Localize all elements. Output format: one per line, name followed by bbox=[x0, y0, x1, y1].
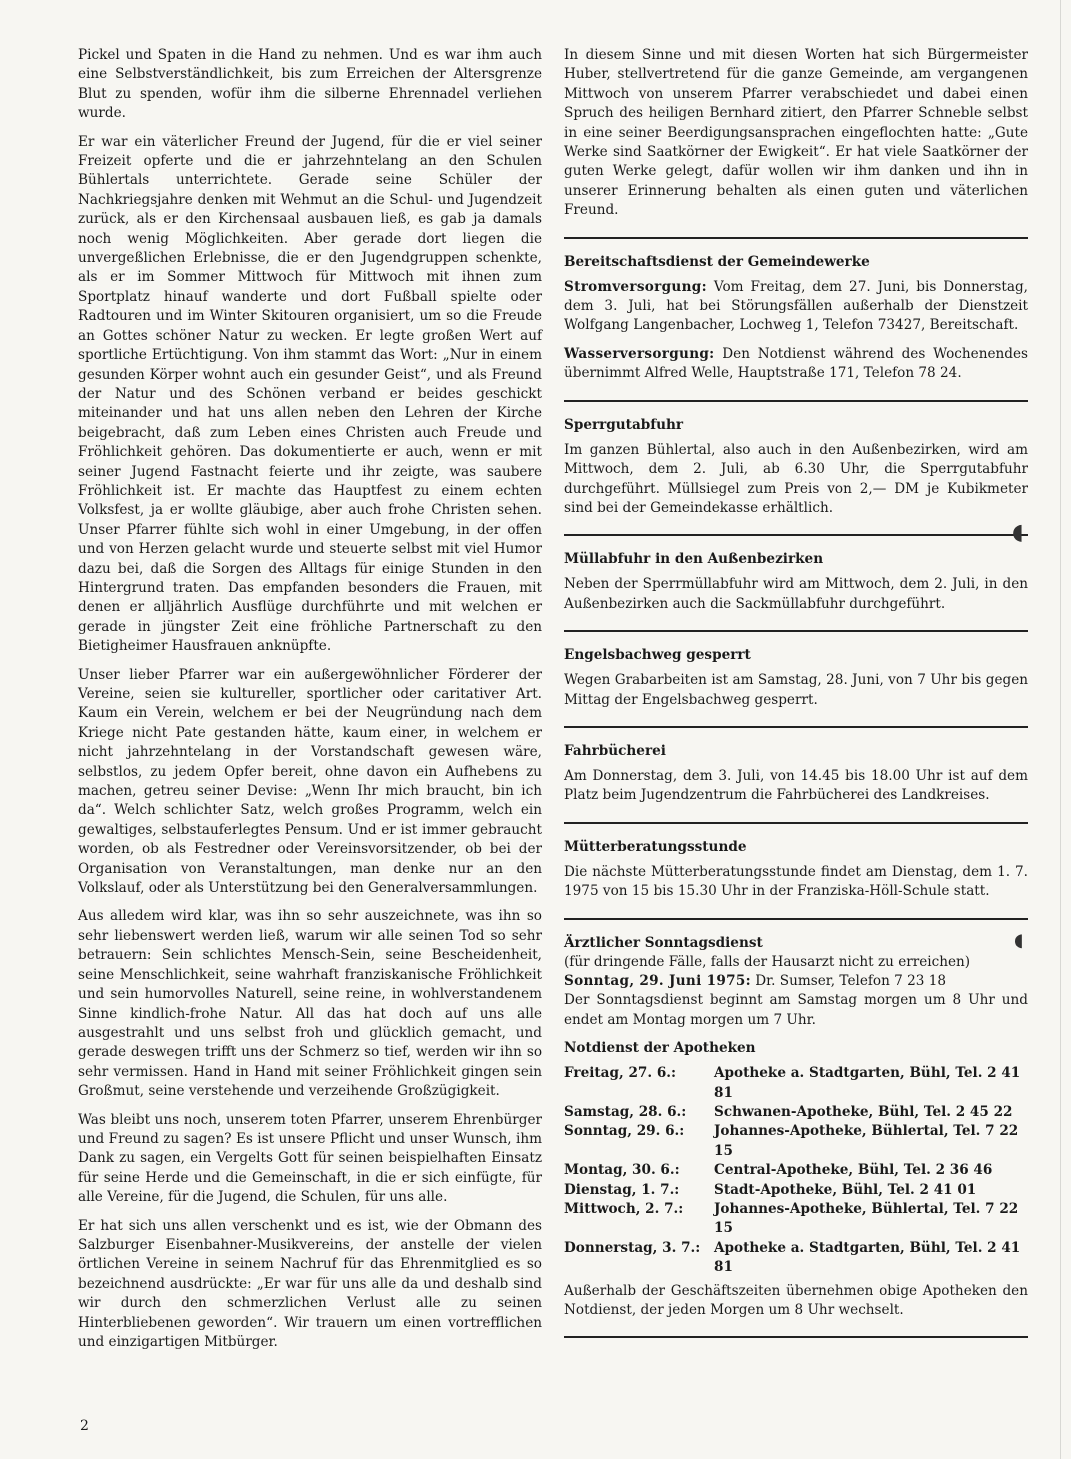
scan-edge-line bbox=[1060, 0, 1061, 1459]
notice-sunday bbox=[564, 972, 1028, 991]
section-divider bbox=[564, 534, 1028, 536]
notice-title: Mütterberatungsstunde bbox=[564, 838, 747, 855]
pharmacy-day: Donnerstag, 3. 7.: bbox=[564, 1239, 701, 1256]
notice-aerztlicher-dienst bbox=[564, 934, 1028, 1321]
section-divider bbox=[564, 918, 1028, 920]
notice-title: Engelsbachweg gesperrt bbox=[564, 647, 751, 664]
notice-title: Sperrgutabfuhr bbox=[564, 416, 684, 433]
pharmacy-name: Apotheke a. Stadtgarten, Bühl, Tel. 2 41 81 bbox=[714, 1239, 1021, 1276]
right-column bbox=[564, 46, 1028, 1352]
pharmacy-name: Central-Apotheke, Bühl, Tel. 2 36 46 bbox=[714, 1162, 993, 1179]
notice-muellabfuhr bbox=[564, 550, 1028, 614]
section-divider bbox=[564, 630, 1028, 632]
notice-muetterberatung bbox=[564, 838, 1028, 902]
article-paragraph-5: Was bleibt uns noch, unserem toten Pfarrer, unserem Ehrenbürger und Freund zu sagen? Es ist unsere Pflicht und unser Wunsch, ihm Dank zu sagen, ein Vergelts Gott für seinen beispielhaften Einsatz für seine Herde und die Gemeinschaft, in die er sich einfügte, für alle Vereine, für die Jugend, die Schulen, für uns alle. bbox=[78, 1111, 542, 1206]
pharmacy-title: Notdienst der Apotheken bbox=[564, 1040, 756, 1057]
pharmacy-name: Schwanen-Apotheke, Bühl, Tel. 2 45 22 bbox=[714, 1104, 1013, 1120]
article-conclusion: In diesem Sinne und mit diesen Worten hat sich Bürgermeister Huber, stellvertretend für die ganze Gemeinde, am vergangenen Mittwoch von unserem Pfarrer verabschiedet und dabei einen Spruch des heiligen Bernhard zitiert, den Pfarrer Schneble selbst in eine seiner Beerdigungsansprachen eingeflochten hatte: „Gute Werke sind Saatkörner der Ewigkeit“. Er hat viele Saatkörner der guten Werke gelegt, dafür wollen wir ihm danken und ihn in unserer Erinnerung behalten als einen guten und väterlichen Freund. bbox=[564, 47, 1028, 219]
section-divider bbox=[564, 1336, 1028, 1338]
left-column bbox=[78, 46, 542, 1361]
notice-text: Neben der Sperrmüllabfuhr wird am Mittwoch, dem 2. Juli, in den Außenbezirken auch die Sackmüllabfuhr durchgeführt. bbox=[564, 576, 1028, 612]
pharmacy-table bbox=[564, 1064, 1028, 1277]
article-paragraph-3: Unser lieber Pfarrer war ein außergewöhnlicher Förderer der Vereine, seien sie kultureller, sportlicher oder caritativer Art. Kaum ein Verein, welchem er bei der Neugründung nach dem Kriege nicht Pate gestanden hätte, kaum einer, in welchem er nicht jahrzehntelang in der Vorstandschaft gewesen wäre, selbstlos, zu jedem Opfer bereit, ohne davon ein Aufhebens zu machen, getreu seiner Devise: „Wenn Ihr mich braucht, bin ich da“. Welch schlichter Satz, welch großes Programm, welch ein gewaltiges, selbstauferlegtes Pensum. Und er ist immer gebraucht worden, ob als Festredner oder Vereinsvorsitzender, ob bei der Organisation von Veranstaltungen, man denke nur an den Volkslauf, oder als Unterstützung bei den Generalversammlungen. bbox=[78, 666, 542, 897]
article-paragraph-6: Er hat sich uns allen verschenkt und es ist, wie der Obmann des Salzburger Eisenbahner-Musikvereins, der anstelle der vielen örtlichen Vereine in seinem Nachruf für das Ehrenmitglied es so bezeichnend ausdrückte: „Er war für uns alle da und deshalb sind wir durch den schmerzlichen Verlust alle zu seinen Hinterbliebenen geworden“. Wir trauern um einen vortrefflichen und einzigartigen Mitbürger. bbox=[78, 1217, 542, 1350]
pharmacy-row bbox=[564, 1181, 1028, 1200]
notice-strom-lead: Stromversorgung: bbox=[564, 278, 707, 295]
section-divider bbox=[564, 237, 1028, 239]
pharmacy-name: Johannes-Apotheke, Bühlertal, Tel. 7 22 15 bbox=[714, 1123, 1019, 1159]
notice-wasser bbox=[564, 345, 1028, 384]
notice-strom-text: Vom Freitag, dem 27. Juni, bis Donnerstag, dem 3. Juli, hat bei Störungsfällen außerhalb der Dienstzeit Wolfgang Langenbacher, Lochweg 1, Telefon 73427, Bereitschaft. bbox=[564, 278, 1028, 334]
notice-title: Bereitschaftsdienst der Gemeindewerke bbox=[564, 253, 870, 270]
pharmacy-day: Mittwoch, 2. 7.: bbox=[564, 1201, 684, 1218]
article-paragraph-2: Er war ein väterlicher Freund der Jugend, für die er viel seiner Freizeit opferte und die er jahrzehntelang an den Schulen Bühlertals unterrichtete. Gerade seine Schüler der Nachkriegsjahre denken mit Wehmut an die Schul- und Jugendzeit zurück, als er den Kirchensaal ausbauen ließ, es gab ja damals noch wenig Möglichkeiten. Aber gerade dort liegen die unvergeßlichen Erlebnisse, die er den Jugendgruppen schenkte, als er im Sommer Mittwoch für Mittwoch mit ihnen zum Sportplatz hinauf wanderte und dort Fußball spielte oder Radtouren und im Winter Skitouren organisiert, um so die Freude an Gottes schöner Natur zu wecken. Er legte großen Wert auf sportliche Ertüchtigung. Von ihm stammt das Wort: „Nur in einem gesunden Körper wohnt auch ein gesunder Geist“, und als Freund der Natur und des Schönen verband er beides geschickt miteinander und hat uns allen neben den Lehren der Kirche beigebracht, daß zum Leben eines Christen auch Freude und Fröhlichkeit gehören. Das dokumentierte er auch, wenn er mit seiner Jugend Fastnacht feierte und ihr zeigte, was saubere Fröhlichkeit ist. Er machte das Hauptfest zu einem echten Volksfest, ja er wollte gläubige, aber auch frohe Christen sehen. Unser Pfarrer fühlte sich wohl in einer Umgebung, in der offen und von Herzen gelacht wurde und steuerte selbst mit viel Humor dazu bei, daß die Sorgen des Alltags für einige Stunden in den Hintergrund traten. Das empfanden besonders die Frauen, mit denen er alljährlich Ausflüge durchführte und mit welchen er gerade in jüngster Zeit eine fröhliche Partnerschaft zu den Bietigheimer Hausfrauen anknüpfte. bbox=[78, 133, 542, 655]
section-divider bbox=[564, 400, 1028, 402]
ink-smudge-icon: ◖ bbox=[1014, 930, 1024, 951]
notice-text: Im ganzen Bühlertal, also auch in den Außenbezirken, wird am Mittwoch, dem 2. Juli, ab 6.30 Uhr, die Sperrgutabfuhr durchgeführt. Müllsiegel zum Preis von 2,— DM je Kubikmeter sind bei der Gemeindekasse erhältlich. bbox=[564, 441, 1028, 516]
notice-subtitle: (für dringende Fälle, falls der Hausarzt nicht zu erreichen) bbox=[564, 953, 971, 970]
section-divider bbox=[564, 726, 1028, 728]
pharmacy-row bbox=[564, 1161, 1028, 1180]
notice-sunday-lead: Sonntag, 29. Juni 1975: bbox=[564, 972, 751, 989]
pharmacy-name: Apotheke a. Stadtgarten, Bühl, Tel. 2 41 81 bbox=[714, 1065, 1021, 1101]
pharmacy-row bbox=[564, 1239, 1028, 1278]
notice-bereitschaftsdienst bbox=[564, 253, 1028, 384]
article-paragraph-4: Aus alledem wird klar, was ihn so sehr auszeichnete, was ihn so sehr liebenswert werden ließ, warum wir alle seinen Tod so sehr betrauern: Sein schlichtes Mensch-Sein, seine Bescheidenheit, seine Menschlichkeit, seine wahrhaft franziskanische Fröhlichkeit und sein humorvolles Naturell, seine reine, in wohlverstandenem Sinne kindlich-frohe Natur. All das hat doch auf uns alle ausgestrahlt und uns selbst froh und glücklich gemacht, und gerade deswegen trifft uns der Schmerz so tief, werden wir ihn so sehr vermissen. Hand in Hand mit seiner Fröhlichkeit gingen sein Großmut, seine verstehende und verzeihende Großzügigkeit. bbox=[78, 908, 542, 1100]
pharmacy-row bbox=[564, 1064, 1028, 1103]
pharmacy-name: Johannes-Apotheke, Bühlertal, Tel. 7 22 15 bbox=[714, 1201, 1019, 1237]
pharmacy-day: Dienstag, 1. 7.: bbox=[564, 1181, 680, 1198]
pharmacy-day: Samstag, 28. 6.: bbox=[564, 1104, 687, 1120]
pharmacy-day: Sonntag, 29. 6.: bbox=[564, 1123, 685, 1140]
notice-title: Müllabfuhr in den Außenbezirken bbox=[564, 551, 824, 568]
notice-strom bbox=[564, 278, 1028, 336]
pharmacy-day: Montag, 30. 6.: bbox=[564, 1162, 680, 1179]
notice-text: Der Sonntagsdienst beginnt am Samstag morgen um 8 Uhr und endet am Montag morgen um 7 Uhr. bbox=[564, 992, 1028, 1028]
pharmacy-row bbox=[564, 1122, 1028, 1161]
pharmacy-footer: Außerhalb der Geschäftszeiten übernehmen obige Apotheken den Notdienst, der jeden Morgen um 8 Uhr wechselt. bbox=[564, 1282, 1028, 1319]
notice-title: Fahrbücherei bbox=[564, 742, 666, 759]
notice-title: Ärztlicher Sonntagsdienst bbox=[564, 934, 763, 951]
pharmacy-row bbox=[564, 1103, 1028, 1122]
pharmacy-row bbox=[564, 1200, 1028, 1239]
ink-smudge-icon: ◖ bbox=[1012, 520, 1024, 545]
notice-engelsbachweg bbox=[564, 646, 1028, 710]
notice-text: Die nächste Mütterberatungsstunde findet am Dienstag, dem 1. 7. 1975 von 15 bis 15.30 Uhr in der Franziska-Höll-Schule statt. bbox=[564, 863, 1028, 900]
pharmacy-name: Stadt-Apotheke, Bühl, Tel. 2 41 01 bbox=[714, 1181, 977, 1198]
notice-text: Am Donnerstag, dem 3. Juli, von 14.45 bis 18.00 Uhr ist auf dem Platz beim Jugendzentrum die Fahrbücherei des Landkreises. bbox=[564, 767, 1028, 804]
notice-fahrbuecherei bbox=[564, 742, 1028, 806]
section-divider bbox=[564, 822, 1028, 824]
page-number: 2 bbox=[80, 1418, 89, 1434]
pharmacy-day: Freitag, 27. 6.: bbox=[564, 1065, 677, 1082]
article-paragraph-1: Pickel und Spaten in die Hand zu nehmen. Und es war ihm auch eine Selbstverständlichkeit, bis zum Erreichen der Altersgrenze Blut zu spenden, wofür ihm die silberne Ehrennadel verliehen wurde. bbox=[78, 47, 542, 122]
notice-wasser-text: Den Notdienst während des Wochenendes übernimmt Alfred Welle, Hauptstraße 171, Telefon 78 24. bbox=[564, 345, 1028, 382]
notice-text: Wegen Grabarbeiten ist am Samstag, 28. Juni, von 7 Uhr bis gegen Mittag der Engelsbachweg gesperrt. bbox=[564, 672, 1028, 708]
notice-sunday-text: Dr. Sumser, Telefon 7 23 18 bbox=[750, 972, 947, 989]
notice-sperrgutabfuhr bbox=[564, 416, 1028, 519]
notice-wasser-lead: Wasserversorgung: bbox=[564, 345, 715, 362]
